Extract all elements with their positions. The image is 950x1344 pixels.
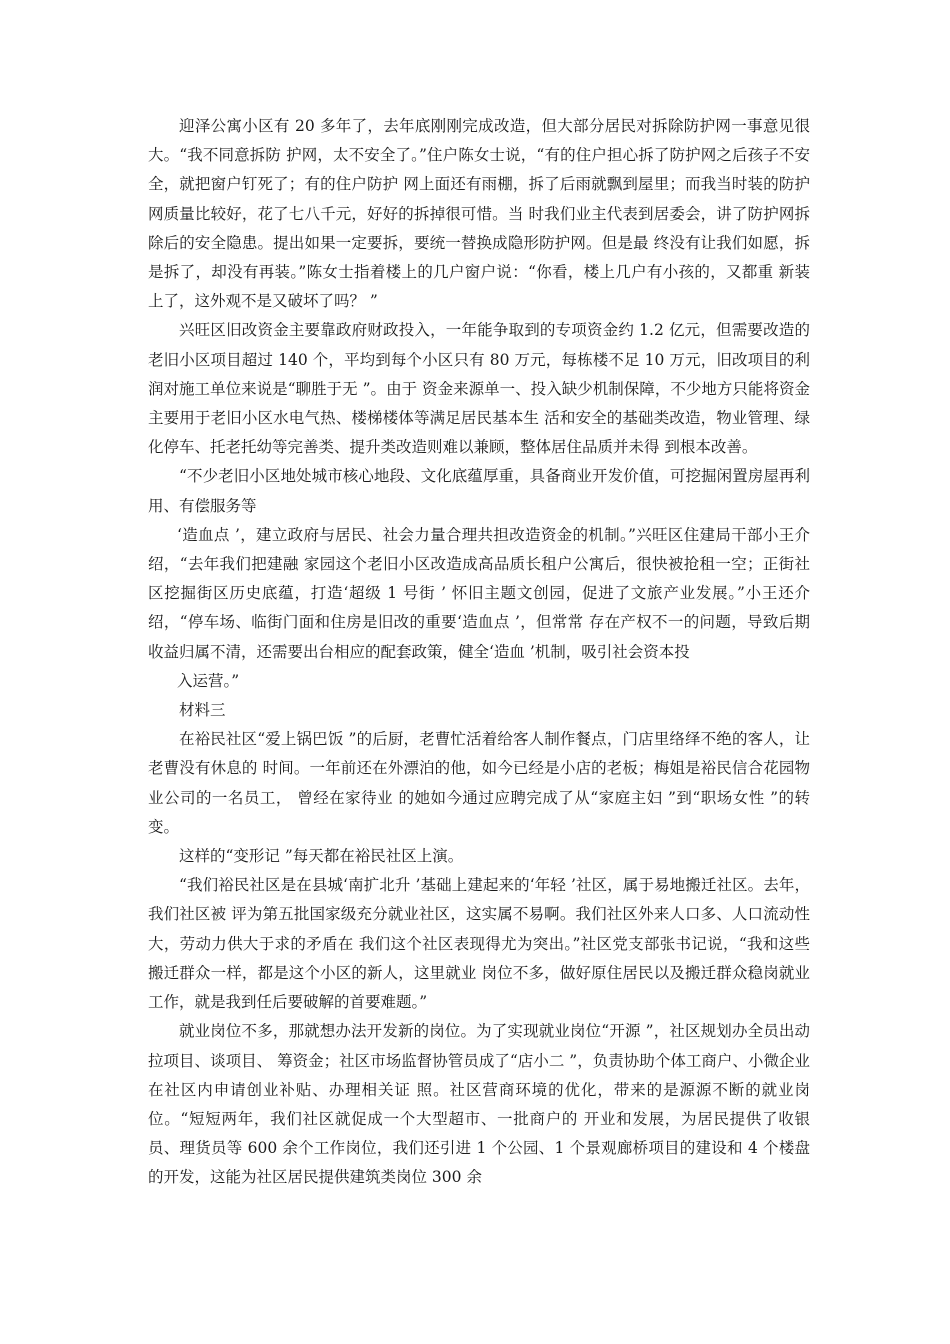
paragraph-new-jobs: 就业岗位不多，那就想办法开发新的岗位。为了实现就业岗位“开源 ”，社区规划办全员出动拉项目、谈项目、 筹资金；社区市场监督协管员成了“店小二 ”，负责协助个体工商户、小微企业在社区内申请创业补贴、办理相关证 照。社区营商环境的优化，带来的是源源不断的就业岗位。“短短两年，我们社区就促成一个大型超市、一批商户的 开业和发展，为居民提供了收银员、理货员等 600 余个工作岗位，我们还引进 1 个公园、1 个景观廊桥项目的建设和 4 个楼盘的开发，这能为社区居民提供建筑类岗位 300 余 bbox=[148, 1022, 810, 1187]
paragraph-yumin-kitchen: 在裕民社区“爱上锅巴饭 ”的后厨，老曹忙活着给客人制作餐点，门店里络绎不绝的客人，让老曹没有休息的 时间。一年前还在外漂泊的他，如今已经是小店的老板；梅姐是裕民信合花园物业公司的一名员工， 曾经在家待业 的她如今通过应聘完成了从“家庭主妇 ”到“职场女性 ”的转变。 bbox=[148, 730, 810, 836]
section-heading-material-three: 材料三 bbox=[179, 701, 226, 720]
paragraph-operation-end: 入运营。” bbox=[177, 671, 240, 690]
paragraph-secretary-zhang: “我们裕民社区是在县城‘南扩北升 ’基础上建起来的‘年轻 ’社区，属于易地搬迁社区。去年，我们社区被 评为第五批国家级充分就业社区，这实属不易啊。我们社区外来人口多、人口流动性大，劳动力供大于求的矛盾在 我们这个社区表现得尤为突出。”社区党支部张书记说，“我和这些搬迁群众一样，都是这个小区的新人，这里就业 岗位不多，做好原住居民以及搬迁群众稳岗就业工作，就是我到任后要破解的首要难题。” bbox=[148, 876, 810, 1012]
paragraph-xingwang-funding: 兴旺区旧改资金主要靠政府财政投入，一年能争取到的专项资金约 1.2 亿元，但需要改造的老旧小区项目超过 140 个，平均到每个小区只有 80 万元，每栋楼不足 10 万元，旧改项目的利润对施工单位来说是“聊胜于无 ”。由于 资金来源单一、投入缺少机制保障，不少地方只能将资金主要用于老旧小区水电气热、楼梯楼体等满足居民基本生 活和安全的基础类改造，物业管理、绿化停车、托老托幼等完善类、提升类改造则难以兼顾，整体居住品质并未得 到根本改善。 bbox=[148, 321, 810, 457]
paragraph-old-community-value: “不少老旧小区地处城市核心地段、文化底蕴厚重，具备商业开发价值，可挖掘闲置房屋再利用、有偿服务等 bbox=[148, 467, 810, 515]
paragraph-blood-making-points: ‘造血点 ’，建立政府与居民、社会力量合理共担改造资金的机制。”兴旺区住建局干部小王介绍，“去年我们把建融 家园这个老旧小区改造成高品质长租户公寓后，很快被抢租一空；正街社区挖掘街区历史底蕴，打造‘超级 1 号街 ’ 怀旧主题文创园，促进了文旅产业发展。”小王还介绍，“停车场、临街门面和住房是旧改的重要‘造血点 ’，但常常 存在产权不一的问题，导致后期收益归属不清，还需要出台相应的配套政策，健全‘造血 ’机制，吸引社会资本投 bbox=[148, 525, 810, 661]
paragraph-transformation: 这样的“变形记 ”每天都在裕民社区上演。 bbox=[179, 847, 464, 866]
document-body bbox=[148, 112, 810, 1193]
paragraph-yingze-community: 迎泽公寓小区有 20 多年了，去年底刚刚完成改造，但大部分居民对拆除防护网一事意见很大。“我不同意拆防 护网，太不安全了。”住户陈女士说，“有的住户担心拆了防护网之后孩子不安全，就把窗户钉死了；有的住户防护 网上面还有雨棚，拆了后雨就飘到屋里；而我当时装的防护网质量比较好，花了七八千元，好好的拆掉很可惜。当 时我们业主代表到居委会，讲了防护网拆除后的安全隐患。提出如果一定要拆，要统一替换成隐形防护网。但是最 终没有让我们如愿，拆是拆了，却没有再装。”陈女士指着楼上的几户窗户说：“你看，楼上几户有小孩的，又都重 新装上了，这外观不是又破坏了吗？ ” bbox=[148, 117, 810, 311]
